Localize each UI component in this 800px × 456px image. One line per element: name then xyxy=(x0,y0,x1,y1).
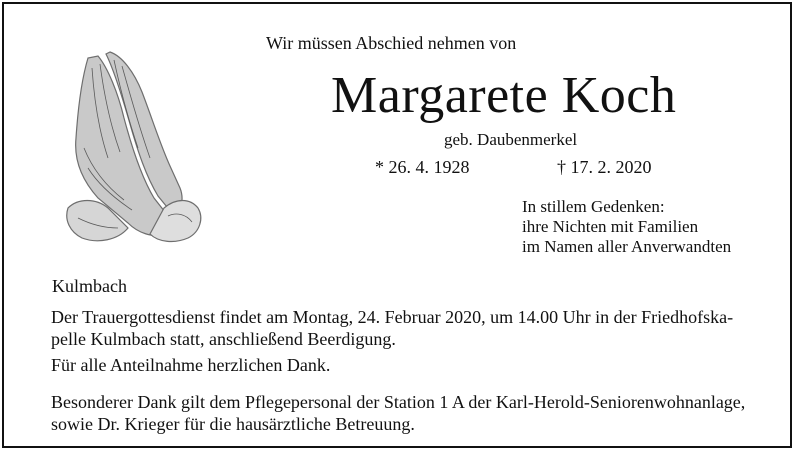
paragraph-line: sowie Dr. Krieger für die hausärztliche Betreuung. xyxy=(51,414,415,434)
paragraph-line: Der Trauergottesdienst findet am Montag, 24. Februar 2020, um 14.00 Uhr in der Friedhofska- xyxy=(51,307,734,327)
funeral-service-paragraph xyxy=(51,306,733,350)
deceased-name: Margarete Koch xyxy=(331,67,677,124)
signers-line: ihre Nichten mit Familien xyxy=(522,217,699,236)
obituary-card xyxy=(2,2,792,448)
death-date: † 17. 2. 2020 xyxy=(557,157,652,177)
place-name: Kulmbach xyxy=(52,276,127,296)
signers-line: In stillem Gedenken: xyxy=(522,197,665,216)
intro-text: Wir müssen Abschied nehmen von xyxy=(266,33,517,53)
paragraph-line: Für alle Anteilnahme herzlichen Dank. xyxy=(51,355,331,375)
signers-line: im Namen aller Anverwandten xyxy=(522,237,732,256)
paragraph-line: Besonderer Dank gilt dem Pflegepersonal der Station 1 A der Karl-Herold-Seniorenwohnanlage, xyxy=(51,392,746,412)
signers-block xyxy=(522,197,731,257)
paragraph-line: pelle Kulmbach statt, anschließend Beerdigung. xyxy=(51,329,396,349)
birth-date: * 26. 4. 1928 xyxy=(375,157,470,177)
birth-name: geb. Daubenmerkel xyxy=(444,130,578,149)
thanks-paragraph xyxy=(51,354,330,376)
special-thanks-paragraph xyxy=(51,391,745,435)
praying-hands-icon xyxy=(58,48,208,246)
